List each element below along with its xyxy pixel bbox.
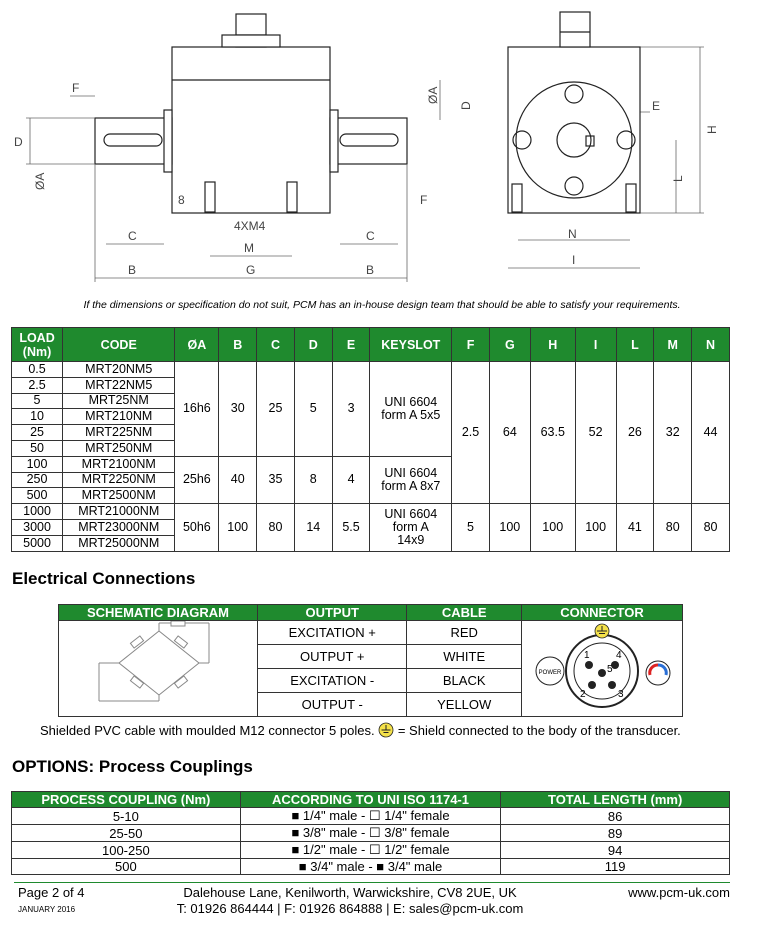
design-note: If the dimensions or specification do not suit, PCM has an in-house design team that should be able to satisfy your requirements. <box>83 299 681 311</box>
e-cell: 4 <box>332 456 370 503</box>
dim-label-e: E <box>652 99 661 113</box>
shield-note-text-b: = Shield connected to the body of the transducer. <box>397 723 681 738</box>
h-cell: 100 <box>530 504 575 551</box>
table-row <box>12 859 730 875</box>
dim-label-g: G <box>246 263 256 277</box>
dim-label-f-right: F <box>420 193 428 207</box>
dim-label-holes: 4XM4 <box>234 219 266 233</box>
couplings-header-row <box>12 792 730 808</box>
spec-header-e: E <box>332 328 370 362</box>
bridge-schematic <box>59 621 256 713</box>
load-cell: 10 <box>12 409 63 425</box>
l-cell: 26 <box>616 362 654 504</box>
electrical-table <box>58 604 683 717</box>
d-cell: 5 <box>294 362 332 457</box>
h-cell: 63.5 <box>530 362 575 504</box>
spec-header-load: LOAD (Nm) <box>12 328 63 362</box>
dim-label-d-right: D <box>459 101 473 110</box>
dim-label-b-right: B <box>366 263 375 277</box>
n-cell: 44 <box>692 362 730 504</box>
dim-label-i: I <box>572 253 576 267</box>
load-cell: 25 <box>12 425 63 441</box>
b-cell: 100 <box>219 504 257 551</box>
publication-date: JANUARY 2016 <box>18 905 76 914</box>
table-row <box>12 825 730 842</box>
a-cell: 25h6 <box>175 456 219 503</box>
electrical-header-row <box>59 605 683 621</box>
table-row <box>12 362 730 378</box>
address-line: Dalehouse Lane, Kenilworth, Warwickshire, CV8 2UE, UK <box>183 885 517 900</box>
pin-3-label: 3 <box>618 689 625 700</box>
header-total-length: TOTAL LENGTH (mm) <box>501 792 730 808</box>
process-couplings-table <box>11 791 730 875</box>
load-cell: 2.5 <box>12 377 63 393</box>
load-cell: 250 <box>12 472 63 488</box>
load-cell: 3000 <box>12 519 63 535</box>
code-cell: MRT23000NM <box>63 519 175 535</box>
output-cell: EXCITATION + <box>257 621 406 645</box>
m-cell: 80 <box>654 504 692 551</box>
a-cell: 50h6 <box>175 504 219 551</box>
dim-label-c-right: C <box>366 229 375 243</box>
d-cell: 14 <box>294 504 332 551</box>
dim-label-h: H <box>705 125 719 134</box>
dim-label-d: D <box>14 135 23 149</box>
cable-cell: BLACK <box>407 669 522 693</box>
a-cell: 16h6 <box>175 362 219 457</box>
output-cell: OUTPUT - <box>257 693 406 717</box>
coupling-spec: ■ 1/2" male - ☐ 1/2" female <box>240 842 501 859</box>
code-cell: MRT2100NM <box>63 456 175 472</box>
cable-cell: YELLOW <box>407 693 522 717</box>
coupling-spec: ■ 3/8" male - ☐ 3/8" female <box>240 825 501 842</box>
f-cell: 5 <box>452 504 490 551</box>
load-cell: 50 <box>12 440 63 456</box>
coupling-length: 119 <box>501 859 730 875</box>
code-cell: MRT210NM <box>63 409 175 425</box>
table-row <box>12 504 730 520</box>
i-cell: 100 <box>575 504 616 551</box>
header-connector: CONNECTOR <box>521 605 682 621</box>
e-cell: 5.5 <box>332 504 370 551</box>
coupling-range: 5-10 <box>12 808 241 825</box>
coupling-length: 94 <box>501 842 730 859</box>
dim-label-eight: 8 <box>178 193 185 207</box>
header-cable: CABLE <box>407 605 522 621</box>
l-cell: 41 <box>616 504 654 551</box>
website-link[interactable]: www.pcm-uk.com <box>628 885 730 900</box>
load-cell: 500 <box>12 488 63 504</box>
dim-label-c-left: C <box>128 229 137 243</box>
pin-4-label: 4 <box>616 650 623 661</box>
dim-label-f: F <box>72 81 80 95</box>
code-cell: MRT250NM <box>63 440 175 456</box>
spec-header-b: B <box>219 328 257 362</box>
pin-2-label: 2 <box>580 689 587 700</box>
spec-header-keyslot: KEYSLOT <box>370 328 452 362</box>
table-row <box>12 808 730 825</box>
code-cell: MRT25NM <box>63 393 175 409</box>
spec-header-d: D <box>294 328 332 362</box>
spec-header-f: F <box>452 328 490 362</box>
spec-header-row <box>12 328 730 362</box>
dim-label-n: N <box>568 227 577 241</box>
power-label: POWER <box>539 670 562 676</box>
output-cell: EXCITATION - <box>257 669 406 693</box>
spec-header-i: I <box>575 328 616 362</box>
b-cell: 40 <box>219 456 257 503</box>
i-cell: 52 <box>575 362 616 504</box>
keyslot-cell: UNI 6604 form A 14x9 <box>370 504 452 551</box>
header-process-coupling: PROCESS COUPLING (Nm) <box>12 792 241 808</box>
load-cell: 5000 <box>12 535 63 551</box>
coupling-spec: ■ 3/4" male - ■ 3/4" male <box>240 859 501 875</box>
cable-cell: WHITE <box>407 645 522 669</box>
cable-cell: RED <box>407 621 522 645</box>
spec-header-c: C <box>257 328 295 362</box>
spec-header-g: G <box>489 328 530 362</box>
m-cell: 32 <box>654 362 692 504</box>
load-cell: 5 <box>12 393 63 409</box>
coupling-spec: ■ 1/4" male - ☐ 1/4" female <box>240 808 501 825</box>
load-cell: 0.5 <box>12 362 63 378</box>
dim-label-m: M <box>244 241 254 255</box>
m12-connector <box>522 621 681 713</box>
header-uni-iso: ACCORDING TO UNI ISO 1174-1 <box>240 792 501 808</box>
technical-drawing <box>0 0 764 295</box>
ground-icon <box>378 722 394 738</box>
c-cell: 35 <box>257 456 295 503</box>
code-cell: MRT2250NM <box>63 472 175 488</box>
header-schematic: SCHEMATIC DIAGRAM <box>59 605 258 621</box>
code-cell: MRT20NM5 <box>63 362 175 378</box>
c-cell: 80 <box>257 504 295 551</box>
table-row <box>59 621 683 645</box>
output-cell: OUTPUT + <box>257 645 406 669</box>
code-cell: MRT21000NM <box>63 504 175 520</box>
coupling-range: 25-50 <box>12 825 241 842</box>
spec-header-l: L <box>616 328 654 362</box>
electrical-title: Electrical Connections <box>12 569 196 588</box>
g-cell: 100 <box>489 504 530 551</box>
connector-diagram <box>521 621 682 717</box>
coupling-range: 100-250 <box>12 842 241 859</box>
options-title: OPTIONS: Process Couplings <box>12 757 253 776</box>
dim-label-b-left: B <box>128 263 137 277</box>
c-cell: 25 <box>257 362 295 457</box>
load-cell: 100 <box>12 456 63 472</box>
spec-header-a: ØA <box>175 328 219 362</box>
footer-divider <box>14 882 730 883</box>
code-cell: MRT225NM <box>63 425 175 441</box>
drawing-svg <box>0 0 764 295</box>
g-cell: 64 <box>489 362 530 504</box>
n-cell: 80 <box>692 504 730 551</box>
load-cell: 1000 <box>12 504 63 520</box>
pin-1-label: 1 <box>584 650 591 661</box>
shield-note <box>40 722 681 738</box>
b-cell: 30 <box>219 362 257 457</box>
footer-address <box>150 885 550 917</box>
spec-header-code: CODE <box>63 328 175 362</box>
code-cell: MRT2500NM <box>63 488 175 504</box>
header-output: OUTPUT <box>257 605 406 621</box>
spec-header-m: M <box>654 328 692 362</box>
code-cell: MRT25000NM <box>63 535 175 551</box>
f-cell: 2.5 <box>452 362 490 504</box>
schematic-diagram <box>59 621 258 717</box>
code-cell: MRT22NM5 <box>63 377 175 393</box>
page-number: Page 2 of 4 <box>18 885 85 900</box>
coupling-length: 86 <box>501 808 730 825</box>
dim-label-a-right: ØA <box>426 86 440 104</box>
keyslot-cell: UNI 6604 form A 8x7 <box>370 456 452 503</box>
keyslot-cell: UNI 6604 form A 5x5 <box>370 362 452 457</box>
specification-table <box>11 327 730 552</box>
d-cell: 8 <box>294 456 332 503</box>
coupling-range: 500 <box>12 859 241 875</box>
dim-label-l: L <box>671 175 685 182</box>
dim-label-a: ØA <box>33 172 47 190</box>
contact-line: T: 01926 864444 | F: 01926 864888 | E: sales@pcm-uk.com <box>176 901 524 916</box>
coupling-length: 89 <box>501 825 730 842</box>
spec-header-n: N <box>692 328 730 362</box>
pin-5-label: 5 <box>607 664 614 675</box>
spec-header-h: H <box>530 328 575 362</box>
shield-note-text-a: Shielded PVC cable with moulded M12 connector 5 poles. <box>40 723 375 738</box>
e-cell: 3 <box>332 362 370 457</box>
table-row <box>12 842 730 859</box>
